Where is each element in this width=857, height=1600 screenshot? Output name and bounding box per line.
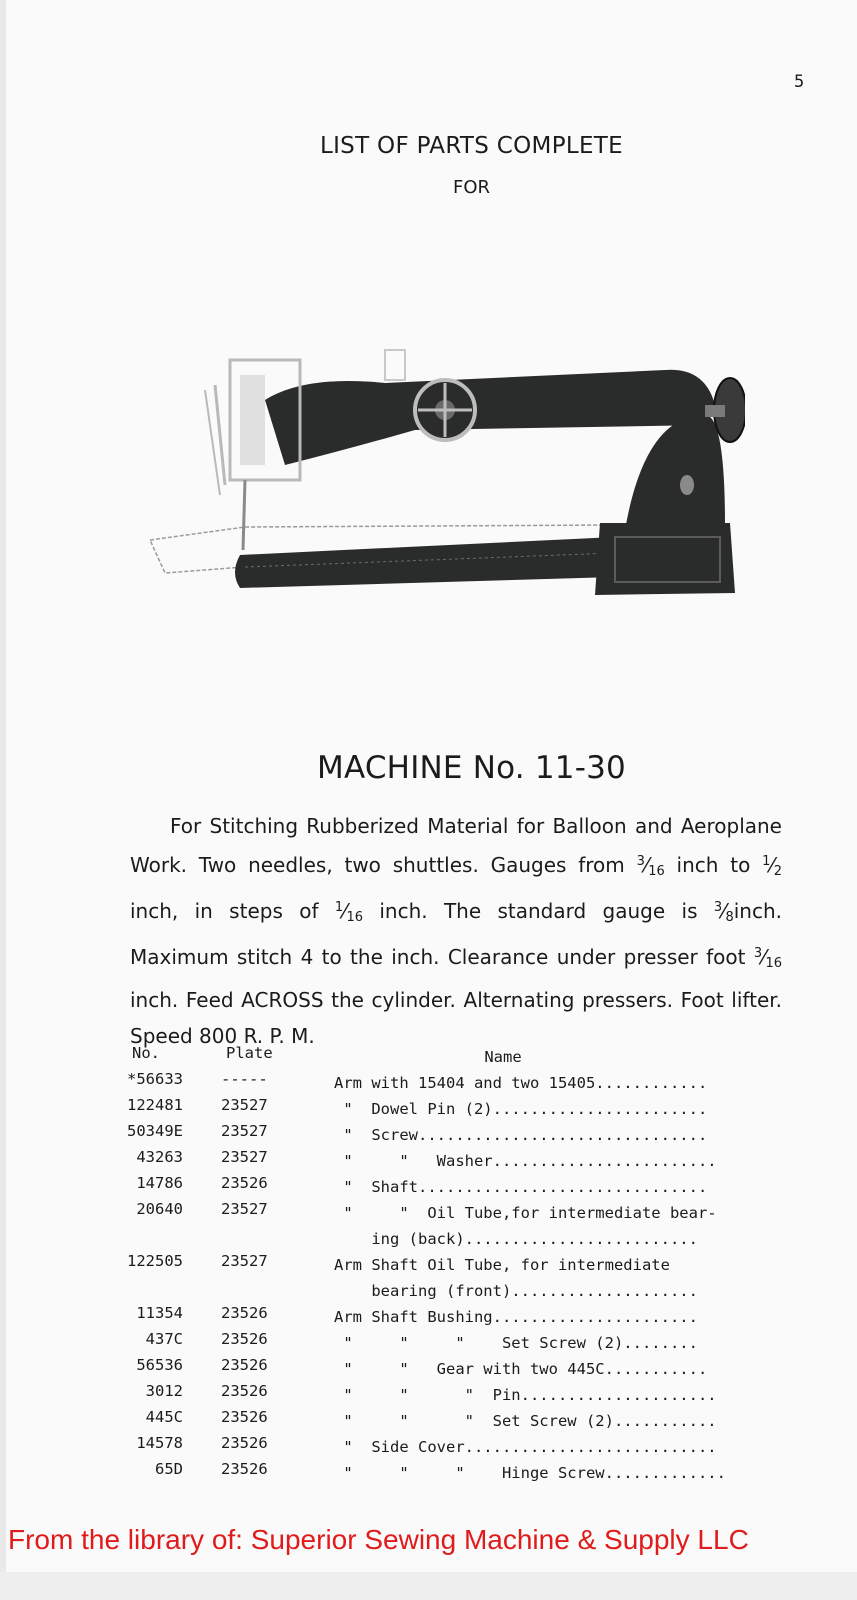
table-row	[108, 1174, 808, 1200]
part-name-line: " " " Set Screw (2)........	[334, 1334, 698, 1352]
part-name-line: ing (back).........................	[334, 1230, 698, 1248]
part-name-line: " " " Set Screw (2)...........	[334, 1412, 717, 1430]
table-row	[108, 1070, 808, 1096]
table-row	[108, 1096, 808, 1122]
plate-number: 23526	[221, 1408, 268, 1426]
part-name-line: " " Oil Tube,for intermediate bear-	[334, 1204, 717, 1222]
part-name	[334, 1174, 808, 1200]
part-name	[334, 1382, 808, 1408]
part-number: 56536	[136, 1356, 183, 1374]
part-name	[334, 1070, 808, 1096]
sewing-machine-icon	[145, 345, 745, 605]
part-name	[334, 1304, 808, 1330]
part-number: 11354	[136, 1304, 183, 1322]
part-name	[334, 1148, 808, 1174]
pillar	[625, 415, 725, 530]
part-name	[334, 1122, 808, 1148]
footer-credit: From the library of: Superior Sewing Machine & Supply LLC	[8, 1524, 749, 1555]
part-name	[334, 1252, 808, 1304]
part-number: 20640	[136, 1200, 183, 1218]
arm	[265, 370, 715, 465]
parts-table	[108, 1044, 808, 1486]
header-no: No.	[132, 1044, 160, 1062]
part-number: 122505	[127, 1252, 183, 1270]
machine-heading: MACHINE No. 11-30	[317, 750, 626, 786]
part-name	[334, 1330, 808, 1356]
header-plate: Plate	[226, 1044, 273, 1062]
plate-number: 23527	[221, 1096, 268, 1114]
table-row	[108, 1408, 808, 1434]
part-name	[334, 1356, 808, 1382]
page-subtitle: FOR	[452, 177, 491, 198]
machine-description: For Stitching Rubberized Material for Balloon and Aeroplane Work. Two needles, two shuttles. Gauges from $^3⁄_{16}$ inch to $^1⁄_2$ inch, in steps of $^1⁄_{16}$ inch. The standard gauge is $^3⁄_8inch$. Maximum stitch 4 to the inch. Clearance under presser foot $^3⁄_{16}$ inch. Feed ACROSS the cylinder. Alternating pressers. Foot lifter. Speed 800 R. P. M.	[130, 814, 783, 1048]
table-row	[108, 1200, 808, 1252]
part-name-line: " " Washer........................	[334, 1152, 717, 1170]
part-name-line: " Screw...............................	[334, 1126, 708, 1144]
parts-table-header	[108, 1044, 808, 1070]
table-row	[108, 1460, 808, 1486]
part-number: 50349E	[127, 1122, 183, 1140]
plate-number: 23527	[221, 1148, 268, 1166]
plate-number: 23526	[221, 1460, 268, 1478]
table-row	[108, 1304, 808, 1330]
page-number: 5	[794, 72, 805, 92]
part-name-line: " Dowel Pin (2).......................	[334, 1100, 708, 1118]
table-row	[108, 1356, 808, 1382]
table-row	[108, 1434, 808, 1460]
page-title: LIST OF PARTS COMPLETE	[319, 133, 623, 159]
part-name-line: " " Gear with two 445C...........	[334, 1360, 708, 1378]
cylinder-bed	[235, 537, 615, 588]
part-name-line: Arm Shaft Bushing......................	[334, 1308, 698, 1326]
plate-number: 23526	[221, 1382, 268, 1400]
part-name-line: " Shaft...............................	[334, 1178, 708, 1196]
part-number: *56633	[127, 1070, 183, 1088]
part-number: 14578	[136, 1434, 183, 1452]
part-number: 445C	[145, 1408, 183, 1426]
plate-number: 23526	[221, 1330, 268, 1348]
part-number: 122481	[127, 1096, 183, 1114]
plate-number: 23526	[221, 1174, 268, 1192]
part-name	[334, 1408, 808, 1434]
plate-number: 23527	[221, 1252, 268, 1270]
table-row	[108, 1148, 808, 1174]
part-name-line: " " " Pin.....................	[334, 1386, 717, 1404]
part-name	[334, 1434, 808, 1460]
plate-number: 23526	[221, 1304, 268, 1322]
part-number: 65D	[155, 1460, 183, 1478]
parts-rows	[108, 1070, 808, 1486]
page-bottom-band	[0, 1572, 857, 1600]
part-name-line: Arm with 15404 and two 15405............	[334, 1074, 708, 1092]
part-number: 14786	[136, 1174, 183, 1192]
plate-number: 23526	[221, 1356, 268, 1374]
part-number: 43263	[136, 1148, 183, 1166]
part-name-line: Arm Shaft Oil Tube, for intermediate	[334, 1256, 670, 1274]
header-name: Name	[484, 1048, 522, 1066]
part-name	[334, 1200, 808, 1252]
table-row	[108, 1330, 808, 1356]
part-name	[334, 1096, 808, 1122]
plate-number: 23527	[221, 1122, 268, 1140]
plate-number: -----	[221, 1070, 268, 1088]
table-row	[108, 1382, 808, 1408]
plate-number: 23527	[221, 1200, 268, 1218]
page-edge	[0, 0, 6, 1600]
part-number: 437C	[145, 1330, 183, 1348]
part-name-line: " Side Cover...........................	[334, 1438, 717, 1456]
table-row	[108, 1122, 808, 1148]
part-number: 3012	[145, 1382, 183, 1400]
part-name	[334, 1460, 808, 1486]
plate-number: 23526	[221, 1434, 268, 1452]
part-name-line: " " " Hinge Screw.............	[334, 1464, 726, 1482]
part-name-line: bearing (front)....................	[334, 1282, 698, 1300]
table-row	[108, 1252, 808, 1304]
